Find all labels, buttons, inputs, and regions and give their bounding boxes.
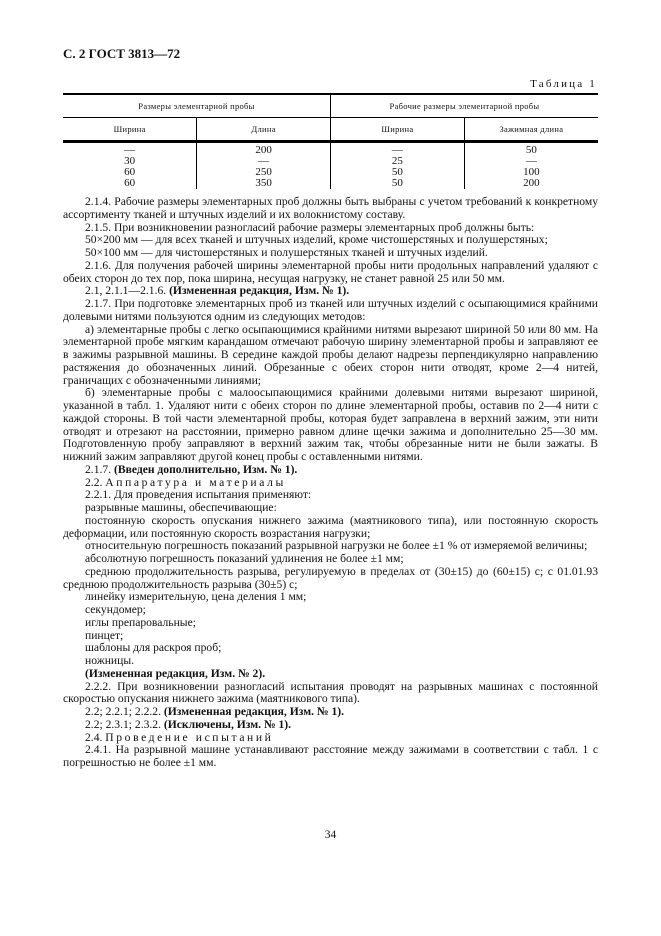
paragraph-text: разрывные машины, обеспечивающие: — [85, 501, 277, 514]
column-header: Ширина — [331, 118, 465, 142]
paragraph-text: б) элементарные пробы с малоосыпающимися крайними долевыми нитями вырезают шириной, указанной в табл. 1. Удаляют нити с обеих сторон по длине элементарной пробы, оставив по 2—4 нити с каждой стороны. В той части элементарной пробы, которая будет заправлена в верхний зажим, эти нити отводят и отрезают на расстоянии, примерно равном длине щечки зажима и дополнительно 25—30 мм. Подготовленную пробу заправляют в верхний зажим так, чтобы обрезанные нити не были зажаты. В нижний зажим заправляют другой конец пробы с оставленными нитями. — [63, 386, 598, 463]
paragraph — [63, 298, 598, 324]
document-header: С. 2 ГОСТ 3813—72 — [63, 46, 181, 61]
paragraph-text: а) элементарные пробы с легко осыпающимися крайними нитями вырезают шириной 50 или 80 мм. На элементарной пробе мягким карандашом отмечают рабочую ширину элементарной пробы и заправляют ее в зажимы разрывной машины. В середине каждой пробы делают надрезы перпендикулярно направлению растяжения до обозначенных линий. Обрезанные с обеих сторон нити отводят, кроме 2—4 нитей, граничащих с обозначенными линиями; — [63, 322, 598, 387]
paragraph-text: 50×200 мм — для всех тканей и штучных изделий, кроме чистошерстяных и полушерстяных; — [85, 233, 548, 247]
table-cell: — — [124, 144, 136, 156]
paragraph-text: иглы препаровальные; — [85, 615, 196, 629]
table-cell: 250 — [197, 167, 331, 178]
column-header: Ширина — [63, 118, 197, 142]
paragraph-text: абсолютную погрешность показаний удлинения не более ±1 мм; — [85, 552, 404, 565]
table-cell: 25 — [331, 156, 465, 167]
table-cell: 50 — [464, 142, 598, 157]
paragraph-text: ножницы. — [85, 654, 135, 667]
paragraph — [63, 566, 598, 592]
paragraph-text: 2.2; 2.3.1; 2.3.2. — [85, 717, 164, 731]
sample-size-table — [63, 93, 598, 189]
amendment-note: (Измененная редакция, Изм. № 2). — [85, 666, 266, 680]
paragraph-text: 2.4.1. На разрывной машине устанавливают расстояние между зажимами в соответствии с табл. 1 с погрешностью не более ±1 мм. — [63, 743, 598, 769]
amendment-note: (Введен дополнительно, Изм. № 1). — [113, 462, 298, 476]
paragraph — [63, 617, 598, 630]
table-cell: — — [197, 156, 331, 167]
paragraph-text: линейку измерительную, цена деления 1 мм; — [85, 590, 307, 604]
table-row — [63, 167, 598, 178]
table-caption: Таблица 1 — [530, 78, 597, 90]
group-header: Размеры элементарной пробы — [63, 94, 331, 118]
paragraph-text: 2.2. — [85, 475, 106, 489]
paragraph-text: 2.2; 2.2.1; 2.2.2. — [85, 705, 164, 718]
paragraph — [63, 324, 598, 388]
section-heading: Проведение испытаний — [105, 730, 274, 744]
paragraph — [63, 515, 598, 541]
table-row — [63, 142, 598, 157]
table-cell: 50 — [331, 167, 465, 178]
amendment-note: (Исключены, Изм. № 1). — [163, 717, 292, 731]
table-body — [63, 142, 598, 190]
table-cell: 100 — [464, 167, 598, 178]
paragraph-text: пинцет; — [85, 628, 124, 642]
column-header: Зажимная длина — [464, 118, 598, 142]
table-cell: 60 — [124, 177, 136, 189]
paragraph-text: 2.2.2. При возникновении разногласий испытания проводят на разрывных машинах с постоянной скоростью опускания нижнего зажима (маятникового типа). — [63, 679, 598, 706]
paragraph-text: 2.1, 2.1.1—2.1.6. — [85, 284, 170, 298]
table-cell: — — [331, 142, 465, 157]
paragraph-text: 2.1.7. При подготовке элементарных проб из тканей или штучных изделий с осыпающимися крайними долевыми нитями пользуются одним из следующих методов: — [63, 297, 598, 323]
table-cell: 50 — [331, 178, 465, 189]
table-cell: 200 — [197, 142, 331, 157]
paragraph-text: 2.1.6. Для получения рабочей ширины элементарной пробы нити продольных направлений удаляют с обеих сторон до тех пор, пока ширина, несущая нагрузку, не станет равной 25 или 50 мм. — [63, 258, 598, 285]
paragraph-text: постоянную скорость опускания нижнего зажима (маятникового типа), или постоянную скорость деформации, или постоянную скорость возрастания нагрузки; — [63, 513, 598, 540]
paragraph-text: 2.2.1. Для проведения испытания применяют: — [85, 488, 312, 502]
paragraph — [63, 744, 598, 770]
table-cell: 200 — [464, 178, 598, 189]
paragraph-text: 2.1.7. — [85, 462, 114, 476]
amendment-note: (Измененная редакция, Изм. № 1). — [163, 705, 344, 718]
paragraph-text: 2.1.5. При возникновении разногласий рабочие размеры элементарных проб должны быть: — [85, 220, 535, 234]
paragraph-text: секундомер; — [85, 603, 146, 616]
table-cell: — — [464, 156, 598, 167]
paragraph — [63, 196, 598, 222]
paragraph — [63, 642, 598, 655]
section-heading: Аппаратура и материалы — [105, 475, 286, 489]
paragraph-text: шаблоны для раскроя проб; — [85, 641, 222, 655]
paragraph-text: 50×100 мм — для чистошерстяных и полушерстяных тканей и штучных изделий. — [85, 246, 488, 259]
table-row — [63, 178, 598, 189]
column-header: Длина — [197, 118, 331, 142]
amendment-note: (Измененная редакция, Изм. № 1). — [169, 284, 350, 298]
paragraph — [63, 260, 598, 286]
table-cell: 30 — [124, 155, 136, 167]
paragraph — [63, 387, 598, 464]
paragraph-text: относительную погрешность показаний разрывной нагрузки не более ±1 % от измеряемой величины; — [85, 539, 588, 553]
table-cell: 60 — [124, 166, 136, 178]
table-cell: 350 — [197, 178, 331, 189]
page-number: 34 — [324, 829, 337, 841]
document-body — [63, 196, 598, 770]
paragraph-text: 2.4. — [85, 730, 106, 744]
paragraph-text: среднюю продолжительность разрыва, регулируемую в пределах от (30±15) до (60±15) с; с 01.01.93 среднюю продолжительность разрыва (30±5) с; — [63, 564, 598, 591]
group-header: Рабочие размеры элементарной пробы — [331, 94, 599, 118]
paragraph — [63, 681, 598, 707]
paragraph-text: 2.1.4. Рабочие размеры элементарных проб должны быть выбраны с учетом требований к конкретному ассортименту тканей и штучных изделий и их волокнистому составу. — [63, 195, 598, 221]
table-row — [63, 156, 598, 167]
